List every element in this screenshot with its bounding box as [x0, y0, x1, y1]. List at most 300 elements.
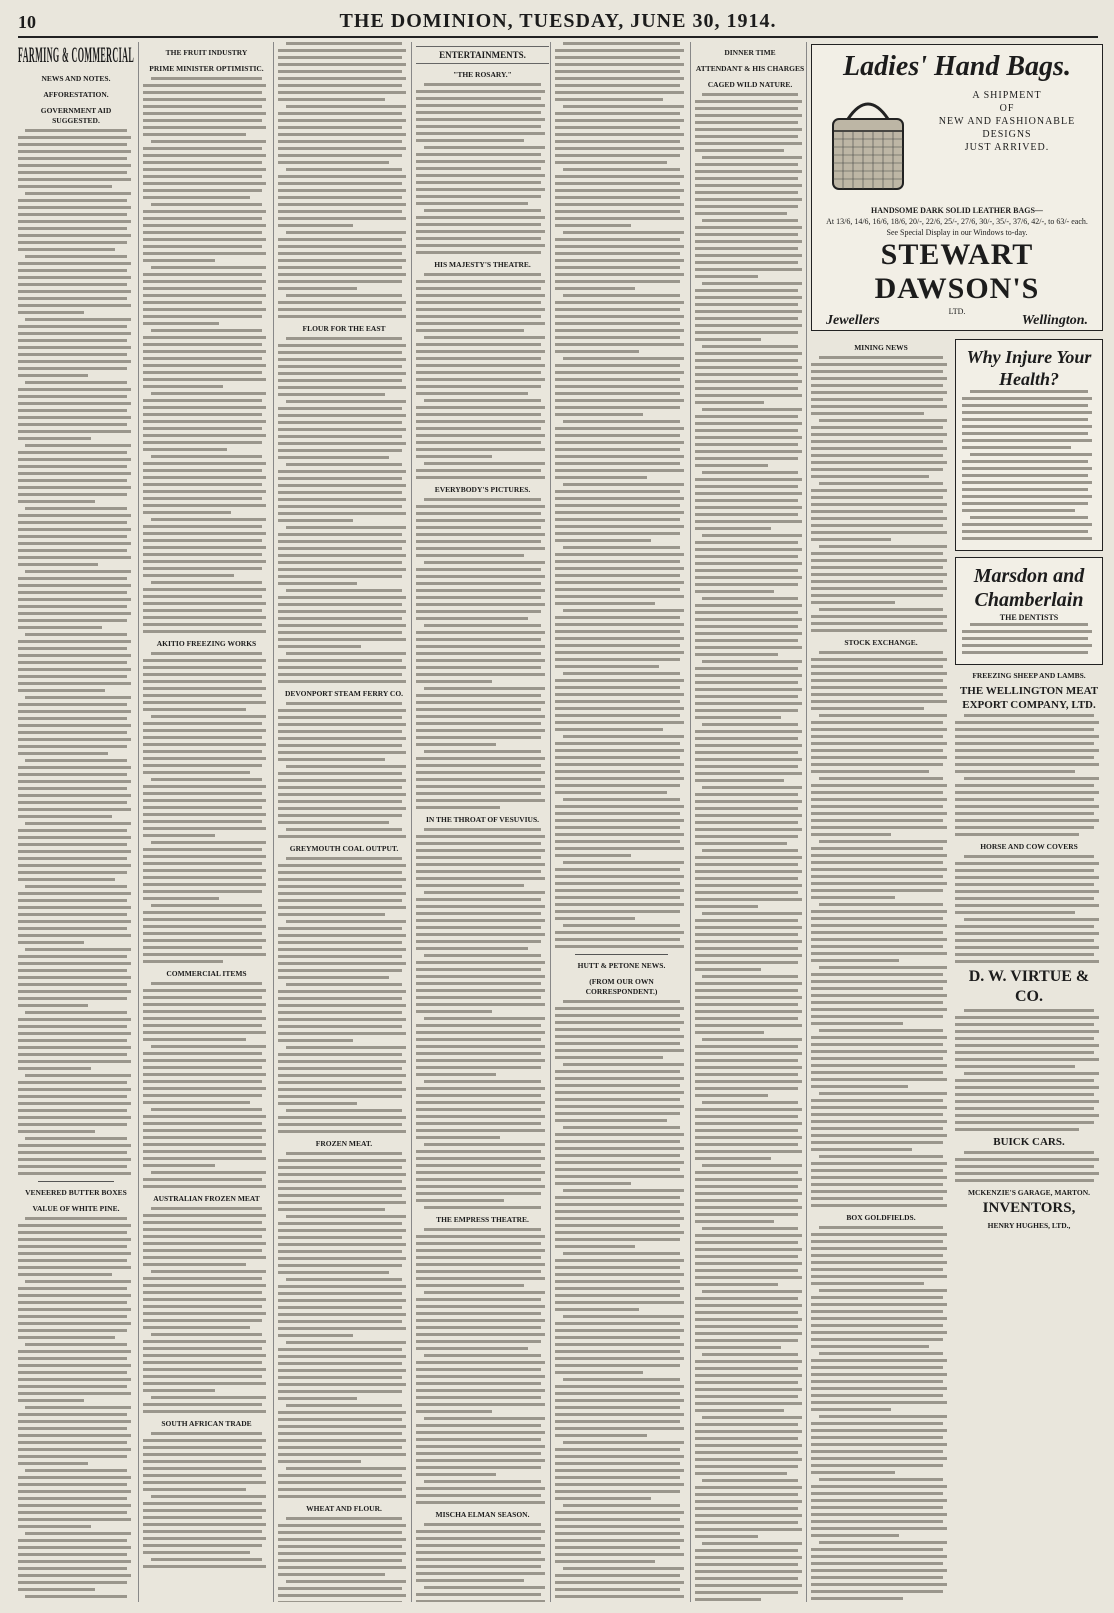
text-line [416, 1487, 545, 1490]
text-line [955, 805, 1099, 808]
text-line [278, 512, 406, 515]
text-line [143, 996, 262, 999]
text-line [416, 596, 541, 599]
text-line [811, 1443, 947, 1446]
text-line [278, 1460, 361, 1463]
text-line [970, 516, 1088, 519]
horse-heading: HORSE AND COW COVERS [980, 842, 1078, 852]
text-line [143, 862, 262, 865]
text-line [555, 1427, 684, 1430]
text-line [416, 912, 541, 915]
veneered-heading: VENEERED BUTTER BOXES [25, 1188, 127, 1197]
text-line [278, 835, 406, 838]
text-line [811, 475, 929, 478]
text-line [143, 939, 266, 942]
text-line [143, 1214, 266, 1217]
text-line [695, 863, 798, 866]
text-line [811, 728, 947, 731]
text-line [278, 610, 406, 613]
text-line [416, 111, 541, 114]
text-line [286, 857, 402, 860]
text-line [143, 175, 262, 178]
text-line [143, 1347, 262, 1350]
text-line [416, 287, 541, 290]
text-line [811, 931, 943, 934]
text-line [555, 1336, 680, 1339]
text-line [278, 575, 402, 578]
text-line [555, 707, 684, 710]
text-line [555, 266, 680, 269]
article-body [955, 714, 1103, 836]
text-line [143, 1326, 250, 1329]
text-line [555, 644, 680, 647]
text-line [278, 1095, 402, 1098]
text-line [18, 1546, 131, 1549]
text-line [695, 184, 802, 187]
text-line [143, 1017, 266, 1020]
text-line [819, 1092, 946, 1095]
text-line [962, 537, 1092, 540]
text-line [143, 238, 266, 241]
text-line [18, 465, 127, 468]
text-line [819, 608, 942, 611]
text-line [143, 1481, 266, 1484]
text-line [18, 1574, 131, 1577]
text-line [962, 651, 1088, 654]
text-line [811, 461, 947, 464]
text-line [143, 357, 262, 360]
text-line [278, 596, 406, 599]
text-line [143, 1150, 262, 1153]
text-line [416, 1551, 541, 1554]
text-line [286, 652, 406, 655]
text-line [555, 1588, 680, 1591]
text-line [424, 1354, 541, 1357]
column-advertisements [806, 42, 1103, 1602]
text-line [143, 953, 266, 956]
text-line [695, 254, 802, 257]
text-line [811, 987, 943, 990]
text-line [143, 1178, 262, 1181]
text-line [18, 640, 131, 643]
text-line [143, 147, 262, 150]
text-line [695, 170, 802, 173]
text-line [811, 363, 947, 366]
text-line [811, 1275, 947, 1278]
text-line [695, 310, 802, 313]
text-line [695, 800, 802, 803]
text-line [416, 870, 541, 873]
text-line [416, 350, 545, 353]
text-line [695, 933, 798, 936]
text-line [18, 157, 127, 160]
text-line [18, 136, 131, 139]
text-line [25, 822, 131, 825]
text-line [970, 390, 1088, 393]
text-line [695, 289, 798, 292]
text-line [695, 688, 802, 691]
text-line [143, 105, 262, 108]
text-line [416, 1312, 541, 1315]
text-line [555, 329, 684, 332]
text-line [819, 714, 946, 717]
text-line [695, 1486, 802, 1489]
text-line [416, 1129, 545, 1132]
text-line [695, 1507, 798, 1510]
text-line [695, 751, 798, 754]
text-line [278, 899, 402, 902]
text-line [143, 855, 266, 858]
text-line [143, 1467, 266, 1470]
text-line [962, 644, 1092, 647]
text-line [695, 793, 798, 796]
text-line [416, 1466, 541, 1469]
text-line [811, 517, 947, 520]
text-line [555, 1021, 684, 1024]
text-line [695, 1451, 798, 1454]
text-line [143, 876, 262, 879]
text-line [18, 1413, 127, 1416]
text-line [18, 388, 131, 391]
text-line [955, 812, 1094, 815]
text-line [695, 835, 798, 838]
text-line [278, 1439, 406, 1442]
text-line [811, 1141, 943, 1144]
text-line [25, 1595, 127, 1598]
text-line [563, 735, 684, 738]
text-line [143, 287, 262, 290]
text-line [143, 1185, 266, 1188]
text-line [18, 234, 131, 237]
text-line [278, 617, 402, 620]
text-line [143, 1143, 266, 1146]
text-line [278, 709, 406, 712]
text-line [143, 217, 262, 220]
text-line [555, 462, 680, 465]
text-line [278, 1074, 406, 1077]
handbags-body [818, 83, 1096, 205]
text-line [416, 427, 541, 430]
text-line [955, 897, 1094, 900]
text-line [278, 147, 406, 150]
text-line [811, 1233, 947, 1236]
text-line [811, 1296, 943, 1299]
column-markets [273, 42, 410, 1602]
text-line [18, 1039, 127, 1042]
buick-title: BUICK CARS. [993, 1136, 1065, 1149]
text-line [555, 1511, 684, 1514]
text-line [811, 1127, 943, 1130]
text-line [811, 875, 943, 878]
text-line [278, 1552, 406, 1555]
text-line [25, 1406, 131, 1409]
text-line [18, 430, 131, 433]
text-line [143, 231, 262, 234]
text-line [811, 1099, 943, 1102]
text-line [811, 538, 891, 541]
text-line [819, 482, 942, 485]
text-line [18, 1287, 127, 1290]
text-line [695, 1024, 802, 1027]
hutt-subheading: (FROM OUR OWN CORRESPONDENT.) [585, 977, 658, 996]
text-line [278, 723, 406, 726]
text-line [962, 425, 1092, 428]
text-line [278, 934, 406, 937]
text-line [143, 694, 262, 697]
text-line [143, 1136, 262, 1139]
text-line [278, 1285, 406, 1288]
text-line [811, 1176, 947, 1179]
text-line [143, 448, 227, 451]
text-line [416, 1003, 545, 1006]
mckenzie-garage: MCKENZIE'S GARAGE, MARTON. [967, 1188, 1091, 1198]
text-line [695, 814, 802, 817]
text-line [18, 1427, 127, 1430]
text-line [811, 1120, 947, 1123]
text-line [278, 1566, 406, 1569]
text-line [811, 784, 947, 787]
text-line [278, 63, 406, 66]
text-line [955, 1051, 1094, 1054]
text-line [18, 514, 131, 517]
text-line [416, 743, 496, 746]
text-line [811, 1324, 943, 1327]
text-line [962, 495, 1092, 498]
freight-heading: FLOUR FOR THE EAST [302, 324, 386, 333]
text-line [811, 735, 943, 738]
text-line [955, 798, 1094, 801]
text-line [555, 427, 684, 430]
stewart-dawson-footer [818, 313, 1096, 328]
text-line [278, 1481, 406, 1484]
text-line [811, 798, 947, 801]
text-line [695, 352, 802, 355]
text-line [278, 1383, 406, 1386]
text-line [819, 356, 942, 359]
text-line [278, 1187, 406, 1190]
text-line [18, 584, 131, 587]
handbags-line-3: NEW AND FASHIONABLE [938, 116, 1076, 127]
text-line [278, 1243, 406, 1246]
text-line [424, 561, 545, 564]
text-line [278, 287, 357, 290]
text-line [424, 624, 541, 627]
text-line [278, 1180, 402, 1183]
text-line [143, 1228, 266, 1231]
text-line [143, 1235, 262, 1238]
stock-heading: STOCK EXCHANGE. [844, 638, 918, 648]
text-line [143, 532, 266, 535]
article-body [416, 498, 549, 809]
text-line [695, 1332, 802, 1335]
text-line [555, 91, 684, 94]
text-line [143, 1031, 266, 1034]
text-line [18, 227, 127, 230]
text-line [18, 731, 127, 734]
text-line [416, 533, 545, 536]
article-body [278, 1517, 410, 1602]
text-line [278, 56, 402, 59]
text-line [555, 742, 680, 745]
text-line [955, 833, 1079, 836]
text-line [962, 467, 1092, 470]
text-line [811, 707, 924, 710]
text-line [18, 920, 131, 923]
text-line [416, 729, 545, 732]
text-line [286, 1467, 406, 1470]
article-body [278, 857, 410, 1133]
text-line [278, 1067, 402, 1070]
text-line [695, 457, 798, 460]
text-line [143, 701, 266, 704]
text-line [555, 1280, 680, 1283]
text-line [819, 419, 946, 422]
text-line [143, 343, 262, 346]
text-line [416, 1558, 545, 1561]
text-line [555, 434, 680, 437]
handbags-line-1: A SHIPMENT [972, 90, 1042, 101]
text-line [962, 397, 1092, 400]
text-line [416, 1235, 545, 1238]
text-line [25, 1217, 127, 1220]
text-line [278, 1032, 406, 1035]
text-line [416, 357, 541, 360]
text-line [555, 1287, 684, 1290]
text-line [18, 1060, 131, 1063]
handbags-prices: At 13/6, 14/6, 16/6, 18/6, 20/-, 22/6, 25/-, 27/6, 30/-, 35/-, 37/6, 42/-, to 63/- each. [826, 217, 1088, 226]
text-line [555, 350, 639, 353]
text-line [416, 1045, 545, 1048]
text-line [555, 560, 680, 563]
text-line [424, 83, 541, 86]
text-line [416, 1305, 545, 1308]
text-line [695, 436, 802, 439]
text-line [695, 1269, 798, 1272]
text-line [416, 842, 541, 845]
text-line [143, 1354, 266, 1357]
text-line [695, 464, 768, 467]
text-line [143, 813, 266, 816]
text-line [563, 924, 680, 927]
text-line [416, 322, 545, 325]
text-line [18, 752, 108, 755]
text-line [695, 1052, 802, 1055]
text-line [962, 481, 1092, 484]
text-line [278, 955, 402, 958]
text-line [18, 1109, 127, 1112]
text-line [695, 324, 802, 327]
text-line [555, 182, 680, 185]
text-line [18, 325, 127, 328]
text-line [695, 653, 778, 656]
text-line [18, 675, 127, 678]
text-line [143, 133, 246, 136]
text-line [143, 1024, 262, 1027]
text-line [416, 434, 545, 437]
text-line [811, 433, 947, 436]
text-line [143, 1284, 266, 1287]
text-line [416, 1199, 504, 1202]
text-line [25, 948, 131, 951]
text-line [555, 686, 680, 689]
text-line [811, 524, 943, 527]
text-line [278, 1004, 406, 1007]
text-line [18, 1252, 131, 1255]
text-line [955, 742, 1094, 745]
text-line [555, 539, 651, 542]
text-line [278, 1474, 402, 1477]
text-line [143, 476, 266, 479]
text-line [143, 315, 262, 318]
text-line [18, 1455, 127, 1458]
text-line [18, 843, 127, 846]
text-line [278, 948, 406, 951]
text-line [702, 156, 802, 159]
text-line [702, 408, 802, 411]
text-line [555, 280, 680, 283]
text-line [555, 679, 684, 682]
text-line [18, 647, 127, 650]
text-line [18, 1245, 127, 1248]
text-line [416, 125, 541, 128]
text-line [143, 574, 234, 577]
text-line [143, 1221, 262, 1224]
meat-export-name: THE WELLINGTON MEAT EXPORT COMPANY, LTD. [959, 685, 1099, 712]
text-line [18, 1067, 91, 1070]
text-line [416, 975, 545, 978]
fruit-heading: THE FRUIT INDUSTRY [165, 48, 248, 57]
text-line [151, 518, 267, 521]
text-line [278, 793, 406, 796]
text-line [18, 178, 131, 181]
why-injure-title: Why Injure Your Health? [966, 347, 1092, 390]
text-line [555, 532, 680, 535]
text-line [143, 259, 215, 262]
text-line [278, 1159, 406, 1162]
text-line [555, 1518, 680, 1521]
text-line [278, 1334, 353, 1337]
text-line [811, 952, 947, 955]
text-line [143, 420, 266, 423]
text-line [151, 1396, 267, 1399]
text-line [18, 1329, 127, 1332]
text-line [416, 785, 545, 788]
text-line [18, 220, 131, 223]
text-line [955, 890, 1099, 893]
text-line [555, 364, 680, 367]
text-line [278, 1418, 402, 1421]
text-line [143, 1488, 246, 1491]
article-body [955, 1009, 1103, 1131]
text-line [811, 503, 947, 506]
text-line [811, 1471, 895, 1474]
text-line [143, 764, 262, 767]
text-line [555, 728, 663, 731]
text-line [695, 198, 802, 201]
text-line [278, 1545, 402, 1548]
text-line [695, 520, 802, 523]
text-line [695, 604, 802, 607]
text-line [555, 567, 684, 570]
text-line [278, 1355, 406, 1358]
text-line [563, 1315, 684, 1318]
text-line [424, 1291, 545, 1294]
text-line [695, 506, 802, 509]
text-line [278, 196, 402, 199]
text-line [143, 659, 266, 662]
commercial-heading: COMMERCIAL ITEMS [166, 969, 247, 978]
text-line [555, 210, 680, 213]
